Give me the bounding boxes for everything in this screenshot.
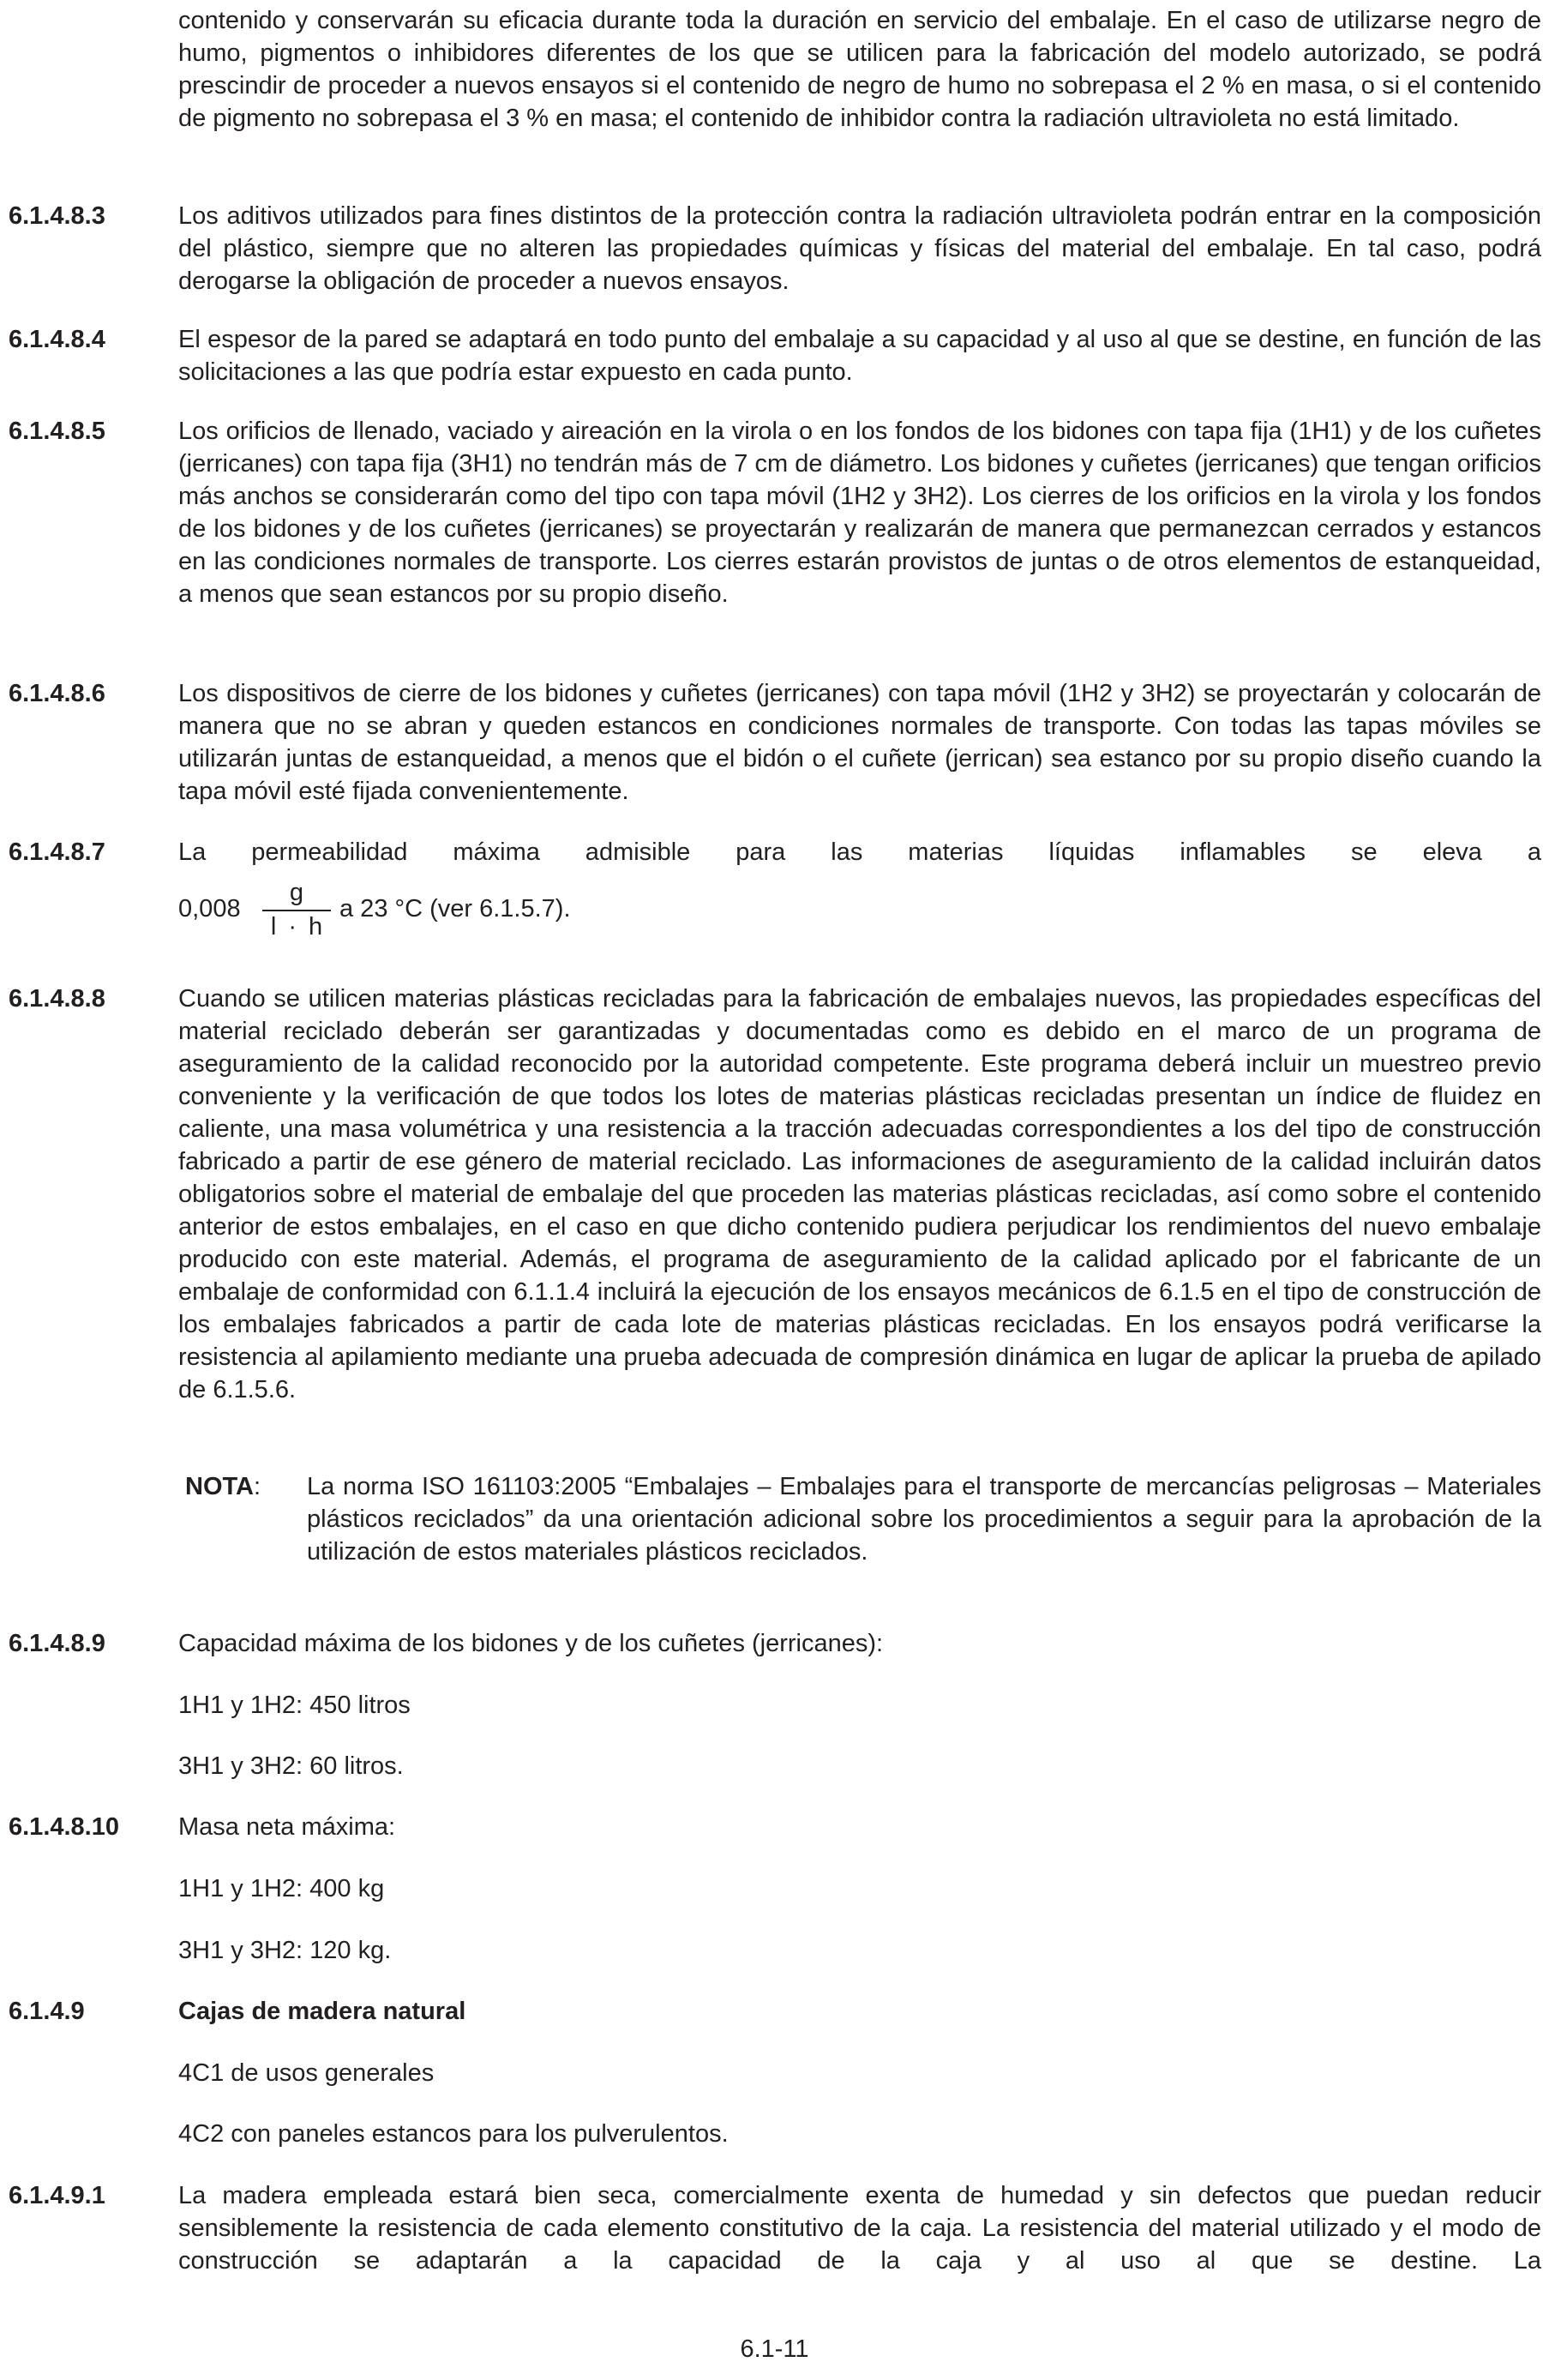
section-number: 6.1.4.8.3 <box>9 202 105 230</box>
formula-denominator: l · h <box>270 913 323 941</box>
capacity-item: 1H1 y 1H2: 450 litros <box>178 1692 411 1719</box>
capacity-item: 3H1 y 3H2: 60 litros. <box>178 1752 404 1780</box>
section-text: Cuando se utilicen materias plásticas recicladas para la fabricación de embalajes nuevos, las propiedades específicas del material reciclado deberán ser garantizadas y documentadas como es debido en el marco de un programa de aseguramiento de la calidad reconocido por la autoridad competente. Este programa deberá incluir un muestreo previo conveniente y la verificación de que todos los lotes de materias plásticas recicladas presentan un índice de fluidez en caliente, una masa volumétrica y una resistencia a la tracción adecuadas correspondientes a los del tipo de construcción fabricado a partir de ese género de material reciclado. Las informaciones de aseguramiento de la calidad incluirán datos obligatorios sobre el material de embalaje del que proceden las materias plásticas recicladas, así como sobre el contenido anterior de estos embalajes, en el caso en que dicho contenido pudiera perjudicar los rendimientos del nuevo embalaje producido con este material. Además, el programa de aseguramiento de la calidad aplicado por el fabricante de un embalaje de conformidad con 6.1.1.4 incluirá la ejecución de los ensayos mecánicos de 6.1.5 en el tipo de construcción de los embalajes fabricados a partir de cada lote de materias plásticas recicladas. En los ensayos podrá verificarse la resistencia al apilamiento mediante una prueba adecuada de compresión dinámica en lugar de aplicar la prueba de apilado de 6.1.5.6. <box>178 985 1541 1403</box>
section-text: Los orificios de llenado, vaciado y aireación en la virola o en los fondos de los bidones con tapa fija (1H1) y de los cuñetes (jerricanes) con tapa fija (3H1) no tendrán más de 7 cm de diámetro. Los bidones y cuñetes (jerricanes) que tengan orificios más anchos se considerarán como del tipo con tapa móvil (1H2 y 3H2). Los cierres de los orificios en la virola y los fondos de los bidones y de los cuñetes (jerricanes) se proyectarán y realizarán de manera que permanezcan cerrados y estancos en las condiciones normales de transporte. Los cierres estarán provistos de juntas o de otros elementos de estanqueidad, a menos que sean estancos por su propio diseño. <box>178 418 1541 608</box>
section-heading: Cajas de madera natural <box>178 1998 466 2025</box>
section-number: 6.1.4.8.8 <box>9 985 105 1013</box>
section-text: Los dispositivos de cierre de los bidones y cuñetes (jerricanes) con tapa móvil (1H2 y 3H2) se proyectarán y colocarán de manera que no se abran y queden estancos en condiciones normales de transporte. Con todas las tapas móviles se utilizarán juntas de estanqueidad, a menos que el bidón o el cuñete (jerrican) sea estanco por su propio diseño cuando la tapa móvil esté fijada convenientemente. <box>178 680 1541 805</box>
section-number: 6.1.4.8.10 <box>9 1813 119 1841</box>
section-text: Los aditivos utilizados para fines distintos de la protección contra la radiación ultravioleta podrán entrar en la composición del plástico, siempre que no alteren las propiedades químicas y físicas del material del embalaje. En tal caso, podrá derogarse la obligación de proceder a nuevos ensayos. <box>178 202 1541 295</box>
section-text: El espesor de la pared se adaptará en todo punto del embalaje a su capacidad y al uso al que se destine, en función de las solicitaciones a las que podría estar expuesto en cada punto. <box>178 326 1541 386</box>
section-text: Capacidad máxima de los bidones y de los cuñetes (jerricanes): <box>178 1630 884 1657</box>
section-number: 6.1.4.9 <box>9 1998 85 2025</box>
mass-item: 3H1 y 3H2: 120 kg. <box>178 1937 392 1964</box>
box-type-item: 4C2 con paneles estancos para los pulverulentos. <box>178 2120 729 2148</box>
section-number: 6.1.4.9.1 <box>9 2182 105 2209</box>
section-text: La madera empleada estará bien seca, comercialmente exenta de humedad y sin defectos que puedan reducir sensiblemente la resistencia de cada elemento constitutivo de la caja. La resistencia del material utilizado y el modo de construcción se adaptarán a la capacidad de la caja y al uso al que se destine. La <box>178 2182 1541 2275</box>
section-text: Masa neta máxima: <box>178 1813 396 1841</box>
box-type-item: 4C1 de usos generales <box>178 2059 435 2087</box>
section-number: 6.1.4.8.6 <box>9 680 105 707</box>
note-label <box>185 1470 261 1503</box>
note-colon: : <box>254 1473 261 1500</box>
section-number: 6.1.4.8.9 <box>9 1630 105 1657</box>
note-text: La norma ISO 161103:2005 “Embalajes – Embalajes para el transporte de mercancías peligrosas – Materiales plásticos reciclados” da una orientación adicional sobre los procedimientos a seguir para la aprobación de la utilización de estos materiales plásticos reciclados. <box>307 1473 1541 1566</box>
note-label-text: NOTA <box>185 1473 255 1500</box>
fraction-bar <box>262 910 331 911</box>
section-number: 6.1.4.8.5 <box>9 418 105 445</box>
section-number: 6.1.4.8.7 <box>9 838 105 866</box>
formula-suffix: a 23 °C (ver 6.1.5.7). <box>339 895 571 923</box>
page-number: 6.1-11 <box>740 2335 809 2363</box>
section-text: La permeabilidad máxima admisible para las materias líquidas inflamables se eleva a <box>178 838 1541 866</box>
formula-numerator: g <box>289 879 304 906</box>
section-number: 6.1.4.8.4 <box>9 326 105 353</box>
mass-item: 1H1 y 1H2: 400 kg <box>178 1875 385 1902</box>
intro-paragraph: contenido y conservarán su eficacia durante toda la duración en servicio del embalaje. En el caso de utilizarse negro de humo, pigmentos o inhibidores diferentes de los que se utilicen para la fabricación del modelo autorizado, se podrá prescindir de proceder a nuevos ensayos si el contenido de negro de humo no sobrepasa el 2 % en masa, o si el contenido de pigmento no sobrepasa el 3 % en masa; el contenido de inhibidor contra la radiación ultravioleta no está limitado. <box>178 7 1541 132</box>
formula-prefix: 0,008 <box>178 895 241 923</box>
